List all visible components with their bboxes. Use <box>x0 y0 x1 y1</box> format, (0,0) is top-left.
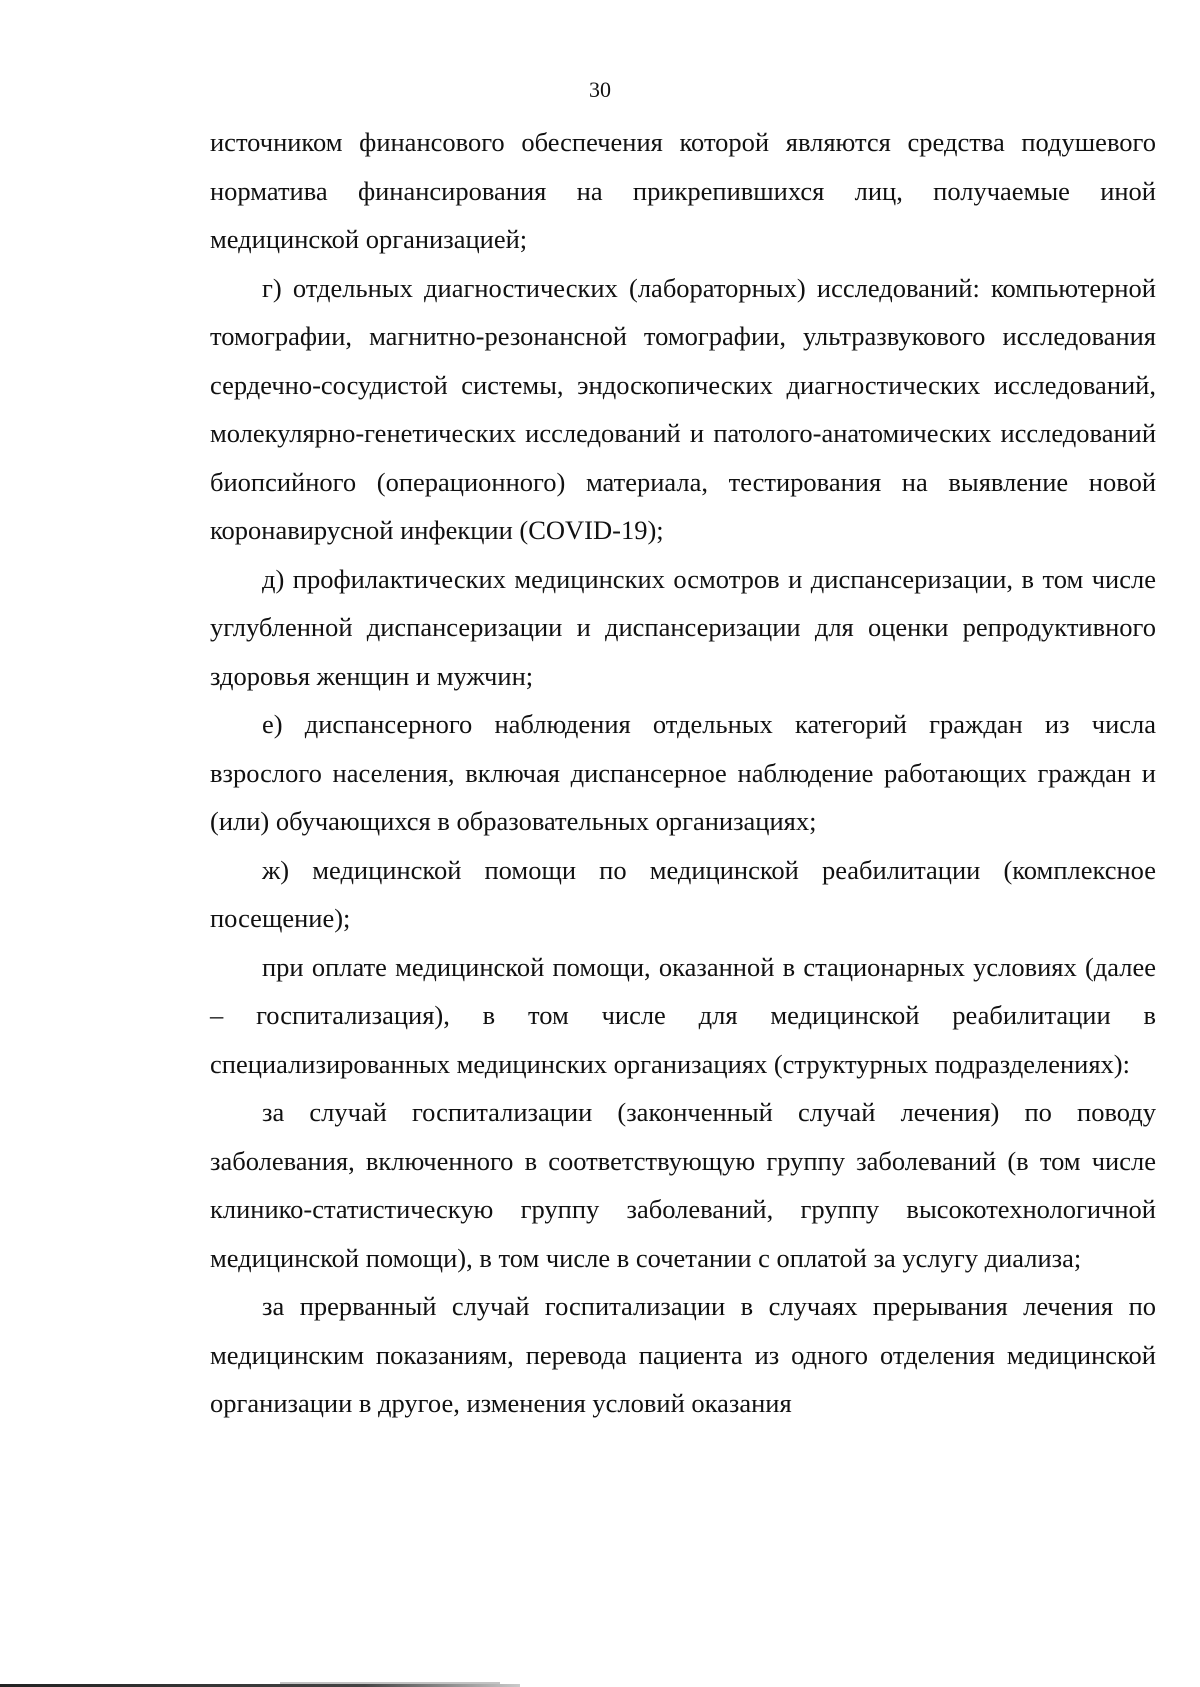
paragraph-hospital-payment: при оплате медицинской помощи, оказанной в стационарных условиях (далее – госпитализация), в том числе для медицинской реабилитации в специализированных медицинских организациях (структурных подразделениях): <box>210 951 1156 1079</box>
paragraph-continuation: источником финансового обеспечения которой являются средства подушевого норматива финансирования на прикрепившихся лиц, получаемые иной медицинской организацией; <box>210 127 1156 254</box>
paragraph-completed-case: за случай госпитализации (законченный случай лечения) по поводу заболевания, включенного в соответствующую группу заболеваний (в том числе клинико-статистическую группу заболеваний, группу высокотехнологичной медицинской помощи), в том числе в сочетании с оплатой за услугу диализа; <box>210 1097 1156 1273</box>
scan-border-line-faint <box>280 1682 500 1684</box>
paragraph-interrupted-case: за прерванный случай госпитализации в случаях прерывания лечения по медицинским показаниям, перевода пациента из одного отделения медицинской организации в другое, изменения условий оказания <box>210 1291 1156 1418</box>
paragraph-item-zh: ж) медицинской помощи по медицинской реабилитации (комплексное посещение); <box>210 854 1156 933</box>
paragraph-item-d: д) профилактических медицинских осмотров и диспансеризации, в том числе углубленной диспансеризации и диспансеризации для оценки репродуктивного здоровья женщин и мужчин; <box>210 563 1156 691</box>
body-text <box>210 118 1156 1428</box>
paragraph-item-e: е) диспансерного наблюдения отдельных категорий граждан из числа взрослого населения, включая диспансерное наблюдение работающих граждан и (или) обучающихся в образовательных организациях; <box>210 709 1156 836</box>
page-number: 30 <box>589 77 611 102</box>
paragraph-item-g: г) отдельных диагностических (лабораторных) исследований: компьютерной томографии, магнитно-резонансной томографии, ультразвукового исследования сердечно-сосудистой системы, эндоскопических диагностических исследований, молекулярно-генетических исследований и патолого-анатомических исследований биопсийного (операционного) материала, тестирования на выявление новой коронавирусной инфекции (COVID-19); <box>210 272 1156 545</box>
